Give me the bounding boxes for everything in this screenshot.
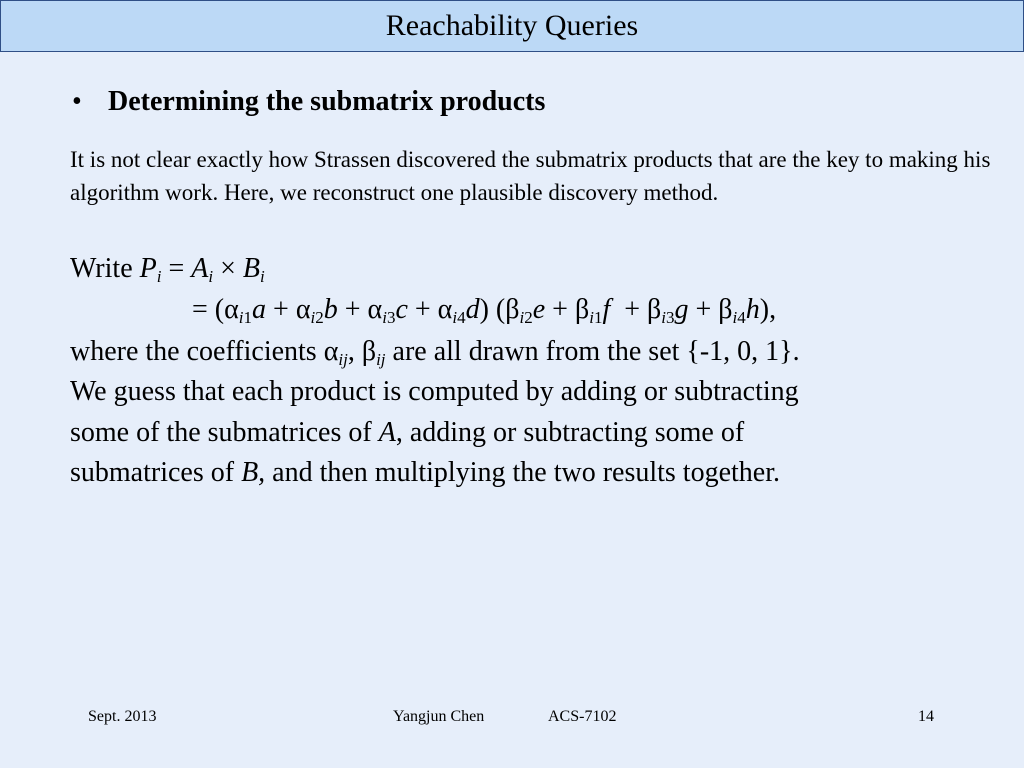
bullet-symbol: •	[72, 86, 82, 117]
formula-line-1: Write $P_i = A_i \times B_i$	[70, 253, 265, 286]
final-tail: and then multiplying the two results together.	[272, 457, 780, 488]
submatrices-a-line: some of the submatrices of A, adding or subtracting some of	[70, 417, 745, 448]
footer-author: Yangjun Chen	[393, 708, 485, 725]
formula-line-2: = $(\alpha_{i1}a + \alpha_{i2}b + \alpha_{i3}c + \alpha_{i4}d) (\beta_{i2}e + \beta_{i1}f + \beta_{i3}g + \beta_{i4}h)$,	[192, 294, 777, 327]
write-label: Write	[70, 253, 133, 284]
footer-course: ACS-7102	[548, 708, 617, 725]
slide-title-bar	[0, 0, 1024, 52]
some-of-text: some of the submatrices of	[70, 417, 372, 448]
footer-date: Sept. 2013	[88, 708, 157, 725]
where-text: where the coefficients	[70, 336, 317, 367]
bullet-heading-text: Determining the submatrix products	[108, 86, 546, 117]
bullet-heading	[72, 86, 545, 118]
intro-paragraph: It is not clear exactly how Strassen discovered the submatrix products that are the key to making his algorithm work. Here, we reconstruct one plausible discovery method.	[70, 147, 991, 205]
submatrices-b-line: submatrices of B, and then multiplying the two results together.	[70, 457, 780, 488]
footer-page-number: 14	[918, 708, 934, 725]
slide-title: Reachability Queries	[385, 9, 639, 42]
guess-line: We guess that each product is computed by adding or subtracting	[70, 376, 799, 407]
some-of-tail: , adding or subtracting some of	[395, 417, 745, 448]
where-tail: are all drawn from the set {-1, 0, 1}.	[392, 336, 800, 367]
submatrices-of-text: submatrices of	[70, 457, 235, 488]
coefficients-line: where the coefficients $\alpha_{ij}$, $\beta_{ij}$ are all drawn from the set {-1, 0, 1}.	[70, 336, 800, 369]
